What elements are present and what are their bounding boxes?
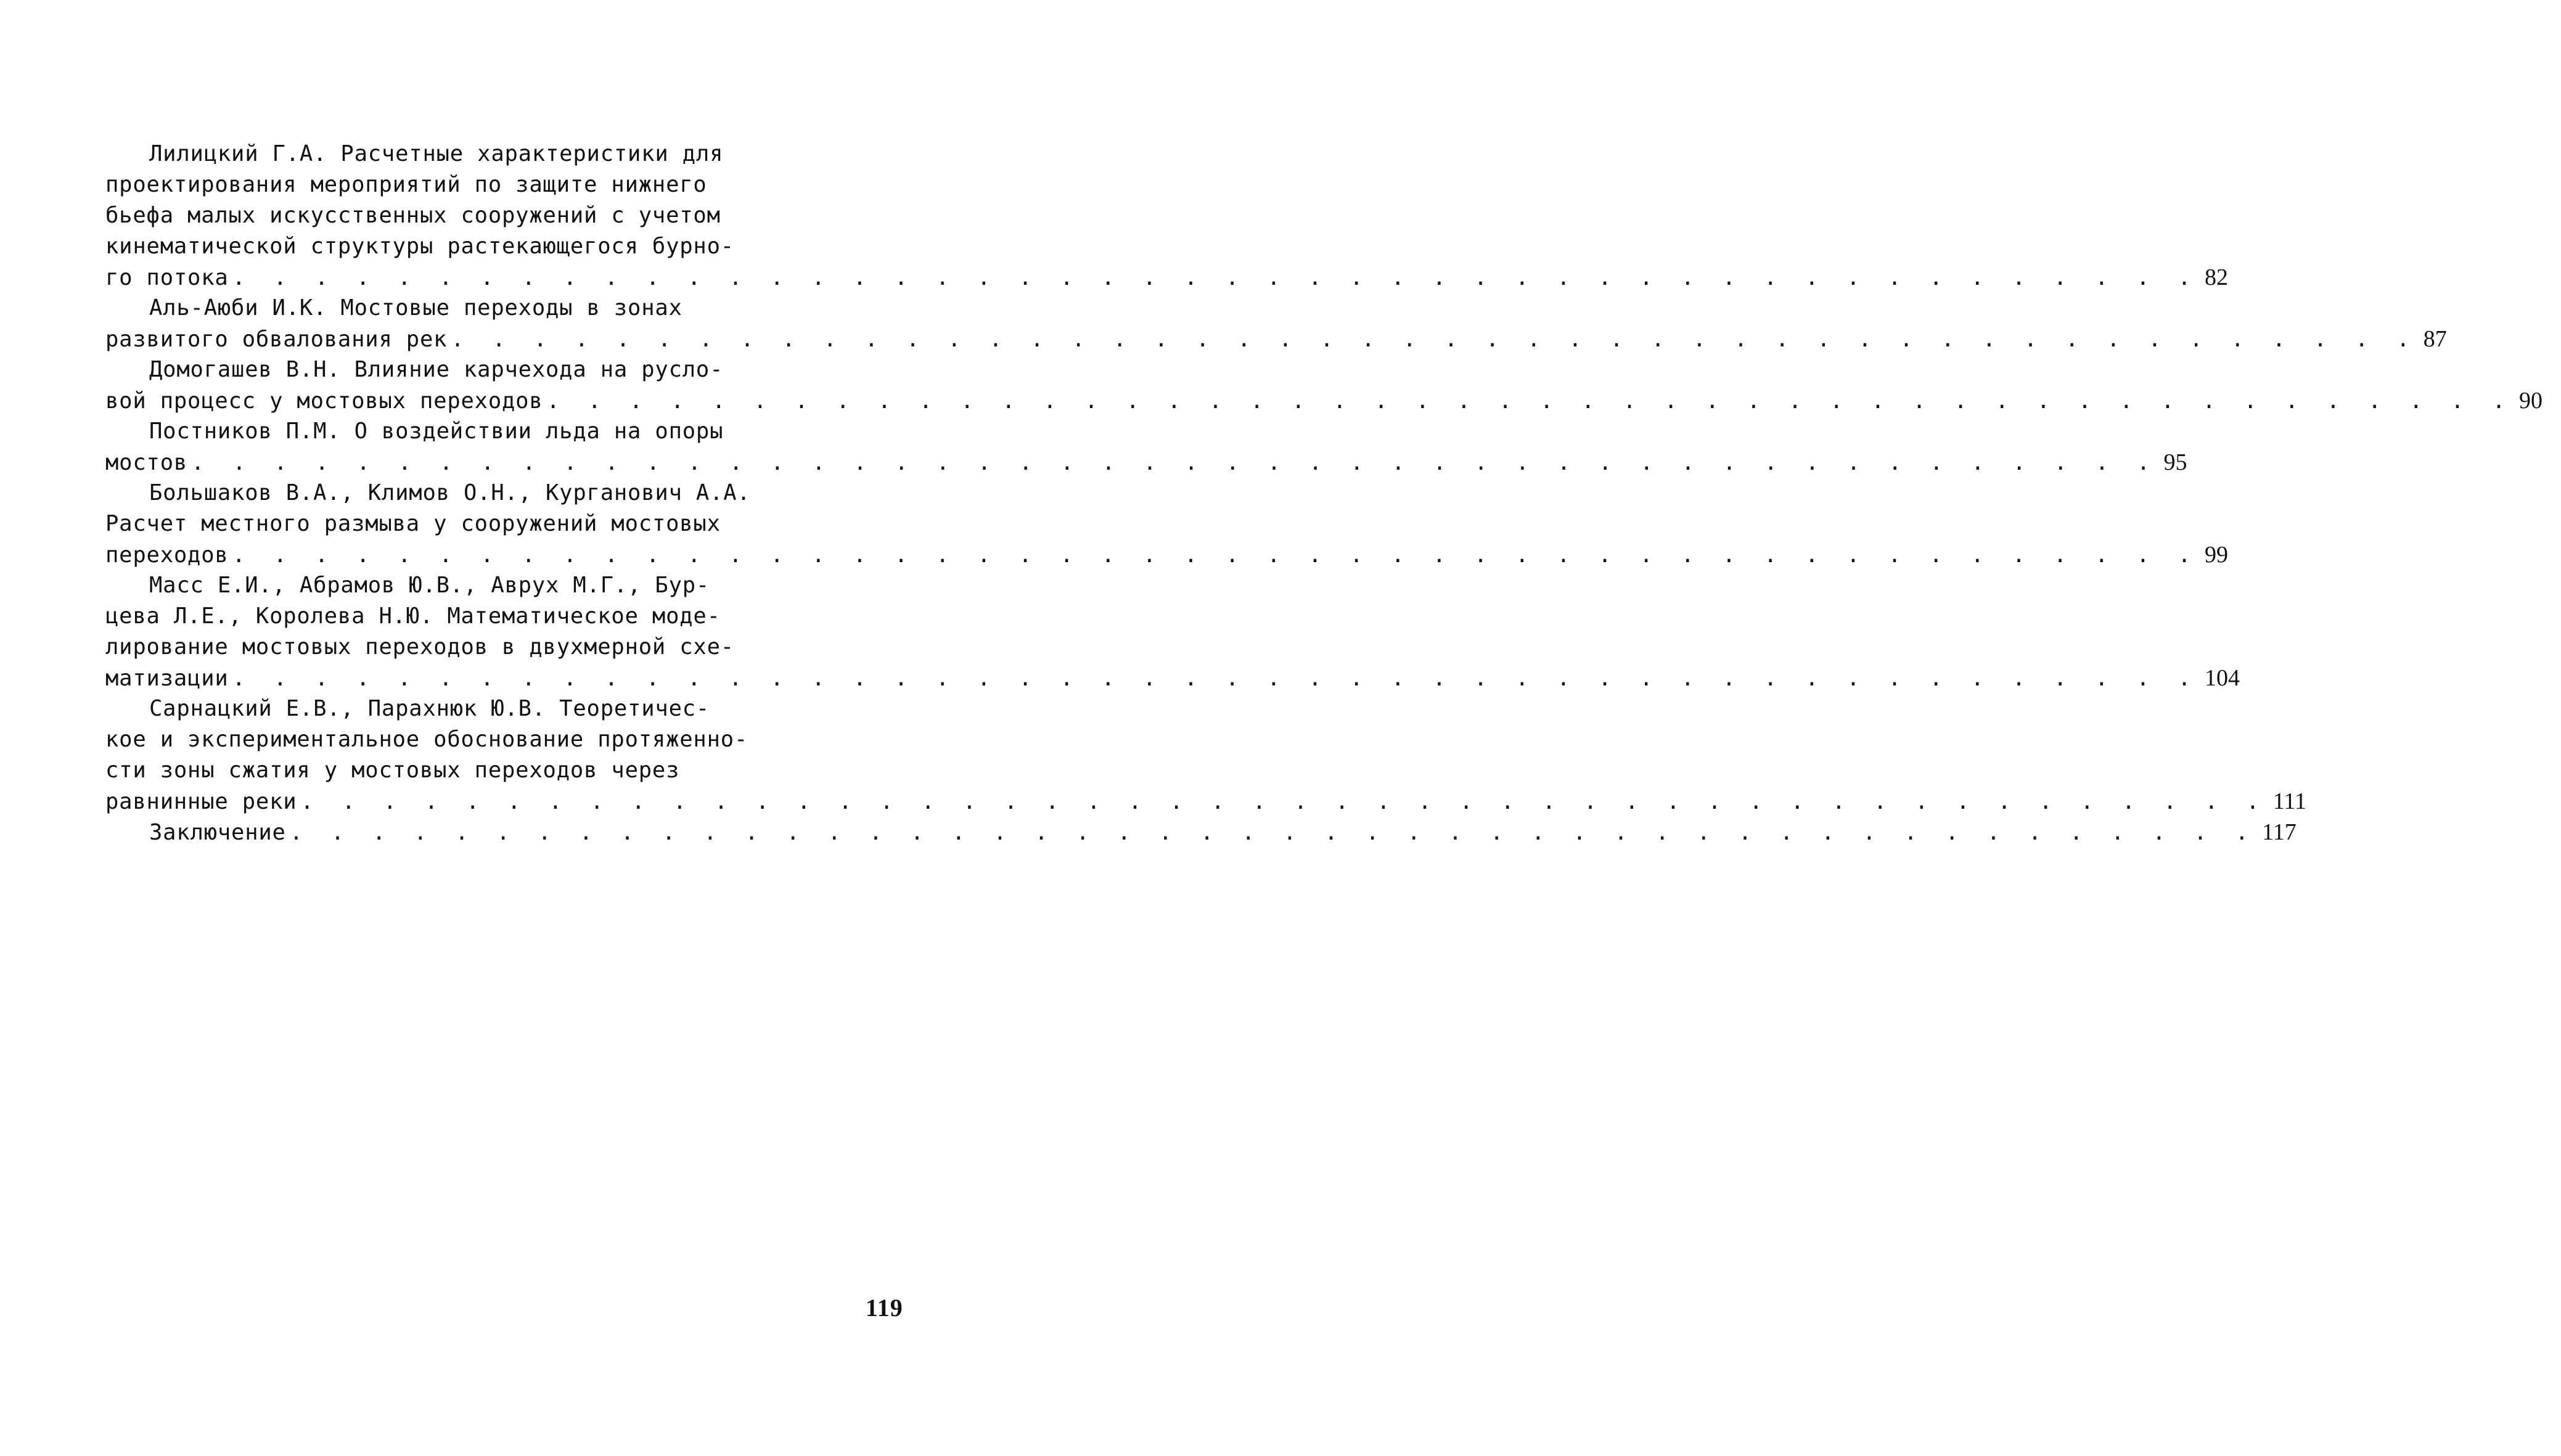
- entry-line: Масс Е.И., Абрамов Ю.В., Аврух М.Г., Бур-: [149, 573, 710, 598]
- entry-line: вой процесс у мостовых переходов: [105, 388, 543, 414]
- toc-entry: [105, 693, 2307, 817]
- entry-line: Заключение: [149, 820, 286, 845]
- entry-line: Расчет местного размыва у сооружений мостовых: [105, 511, 721, 536]
- dot-leader: . . . . . . . . . . . . . . . . . . . . . . . . . . . . . . . . . . . . . . . . . . . . . . . .: [546, 388, 2513, 414]
- entry-line: Лилицкий Г.А. Расчетные характеристики для: [149, 141, 724, 166]
- page-number: 119: [866, 1294, 903, 1322]
- entry-page-number: 90: [2518, 388, 2543, 414]
- entry-line: матизации: [105, 666, 229, 691]
- entry-last-line: [105, 663, 2240, 693]
- entry-line: мостов: [105, 450, 188, 475]
- entry-line: кинематической структуры растекающегося бурно-: [105, 234, 734, 259]
- entry-last-line: [105, 786, 2307, 817]
- toc-entry: [105, 478, 2228, 570]
- entry-line: Сарнацкий Е.В., Парахнюк Ю.В. Теоретичес-: [149, 696, 710, 721]
- table-of-contents: [105, 139, 2543, 848]
- entry-line: проектирования мероприятий по защите нижнего: [105, 172, 707, 197]
- entry-last-line: [105, 447, 2187, 478]
- toc-entry: [105, 293, 2447, 354]
- toc-entry: [105, 570, 2240, 693]
- entry-last-line: [105, 324, 2447, 354]
- dot-leader: . . . . . . . . . . . . . . . . . . . . . . . . . . . . . . . . . . . . . . . . . . . . . . . .: [289, 820, 2256, 845]
- dot-leader: . . . . . . . . . . . . . . . . . . . . . . . . . . . . . . . . . . . . . . . . . . . . . . . .: [232, 666, 2198, 691]
- dot-leader: . . . . . . . . . . . . . . . . . . . . . . . . . . . . . . . . . . . . . . . . . . . . . . . .: [232, 265, 2198, 290]
- entry-page-number: 82: [2204, 264, 2228, 290]
- entry-page-number: 117: [2262, 819, 2297, 845]
- toc-entry: [105, 817, 2297, 848]
- entry-line: Домогашев В.Н. Влияние карчехода на русло-: [149, 357, 724, 382]
- dot-leader: . . . . . . . . . . . . . . . . . . . . . . . . . . . . . . . . . . . . . . . . . . . . . . . .: [191, 450, 2158, 475]
- entry-page-number: 95: [2163, 449, 2187, 475]
- entry-page-number: 104: [2204, 665, 2240, 691]
- entry-last-line: [105, 385, 2543, 416]
- entry-last-line: [105, 817, 2297, 848]
- entry-line: Аль-Аюби И.К. Мостовые переходы в зонах: [149, 295, 682, 321]
- entry-line: го потока: [105, 265, 229, 290]
- entry-line: Постников П.М. О воздействии льда на опоры: [149, 419, 724, 444]
- entry-line: Большаков В.А., Климов О.Н., Курганович А.А.: [149, 480, 751, 505]
- dot-leader: . . . . . . . . . . . . . . . . . . . . . . . . . . . . . . . . . . . . . . . . . . . . . . . .: [232, 542, 2198, 568]
- entry-line: кое и экспериментальное обоснование протяженно-: [105, 727, 748, 752]
- dot-leader: . . . . . . . . . . . . . . . . . . . . . . . . . . . . . . . . . . . . . . . . . . . . . . . .: [300, 789, 2267, 814]
- entry-line: развитого обвалования рек: [105, 327, 448, 352]
- entry-line: бьефа малых искусственных сооружений с учетом: [105, 203, 721, 228]
- toc-entry: [105, 354, 2543, 416]
- entry-line: цева Л.Е., Королева Н.Ю. Математическое моде-: [105, 603, 721, 629]
- entry-line: сти зоны сжатия у мостовых переходов через: [105, 758, 680, 783]
- entry-page-number: 99: [2204, 542, 2228, 568]
- toc-entry: [105, 416, 2187, 478]
- entry-line: равнинные реки: [105, 789, 297, 814]
- entry-line: лирование мостовых переходов в двухмерной схе-: [105, 634, 734, 660]
- entry-page-number: 87: [2423, 326, 2447, 352]
- entry-last-line: [105, 262, 2228, 293]
- entry-last-line: [105, 539, 2228, 570]
- toc-entry: [105, 139, 2228, 293]
- entry-line: переходов: [105, 542, 229, 568]
- entry-page-number: 111: [2272, 788, 2307, 814]
- dot-leader: . . . . . . . . . . . . . . . . . . . . . . . . . . . . . . . . . . . . . . . . . . . . . . . .: [451, 327, 2417, 352]
